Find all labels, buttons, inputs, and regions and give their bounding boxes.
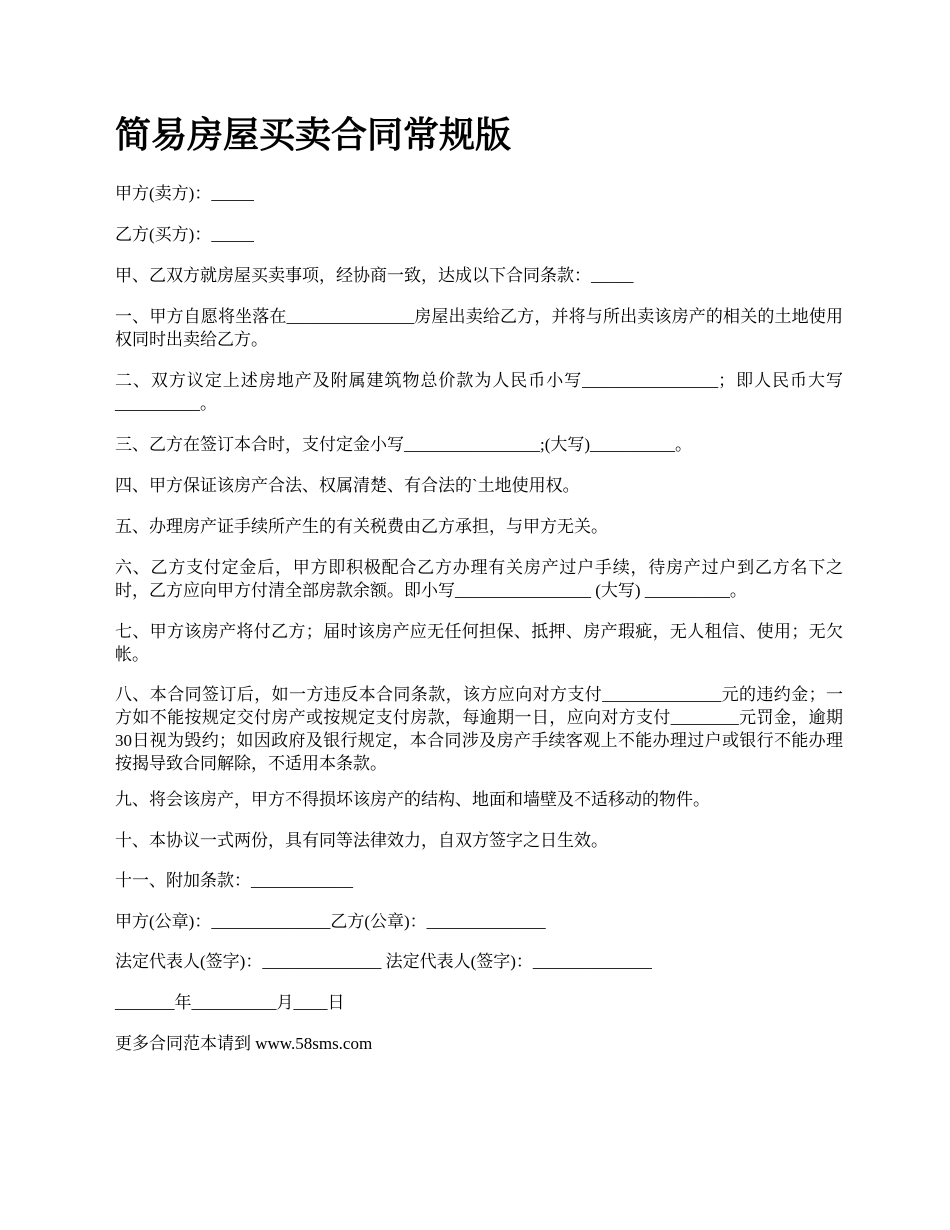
clause-1: 一、甲方自愿将坐落在_______________房屋出卖给乙方，并将与所出卖该房产的相关的土地使用权同时出卖给乙方。 — [115, 307, 843, 349]
clause-11-additional: 十一、附加条款：____________ — [115, 871, 353, 890]
agreement-intro: 甲、乙双方就房屋买卖事项，经协商一致，达成以下合同条款：_____ — [115, 266, 634, 285]
party-a-seller: 甲方(卖方)：_____ — [115, 184, 254, 203]
clause-8: 八、本合同签订后，如一方违反本合同条款，该方应向对方支付______________元的违约金；一方如不能按规定交付房产或按规定支付房款，每逾期一日，应向对方支付________元罚金，逾期30日视为毁约；如因政府及银行规定，本合同涉及房产手续客观上不能办理过户或银行不能办理按揭导致合同解除，不适用本条款。 — [115, 685, 843, 773]
company-seals: 甲方(公章)：______________乙方(公章)：______________ — [115, 912, 546, 931]
party-b-buyer: 乙方(买方)：_____ — [115, 225, 254, 244]
clause-9: 九、将会该房产，甲方不得损坏该房产的结构、地面和墙壁及不适移动的物件。 — [115, 790, 710, 809]
clause-2: 二、双方议定上述房地产及附属建筑物总价款为人民币小写________________；即人民币大写__________。 — [115, 371, 843, 413]
document-title: 简易房屋买卖合同常规版 — [115, 115, 512, 156]
signing-date: _______年__________月____日 — [115, 993, 345, 1012]
legal-representatives: 法定代表人(签字)：______________ 法定代表人(签字)：______________ — [115, 952, 652, 971]
clause-3: 三、乙方在签订本合时，支付定金小写________________;(大写)__________。 — [115, 435, 693, 454]
clause-4: 四、甲方保证该房产合法、权属清楚、有合法的`土地使用权。 — [115, 476, 580, 495]
clause-6: 六、乙方支付定金后，甲方即积极配合乙方办理有关房产过户手续，待房产过户到乙方名下之时，乙方应向甲方付清全部房款余额。即小写________________ (大写) __________。 — [115, 558, 843, 600]
footer-note: 更多合同范本请到 www.58sms.com — [115, 1034, 373, 1053]
clause-10: 十、本协议一式两份，具有同等法律效力，自双方签字之日生效。 — [115, 831, 608, 850]
clause-7: 七、甲方该房产将付乙方；届时该房产应无任何担保、抵押、房产瑕疵，无人租信、使用；无欠帐。 — [115, 622, 843, 664]
clause-5: 五、办理房产证手续所产生的有关税费由乙方承担，与甲方无关。 — [115, 517, 608, 536]
